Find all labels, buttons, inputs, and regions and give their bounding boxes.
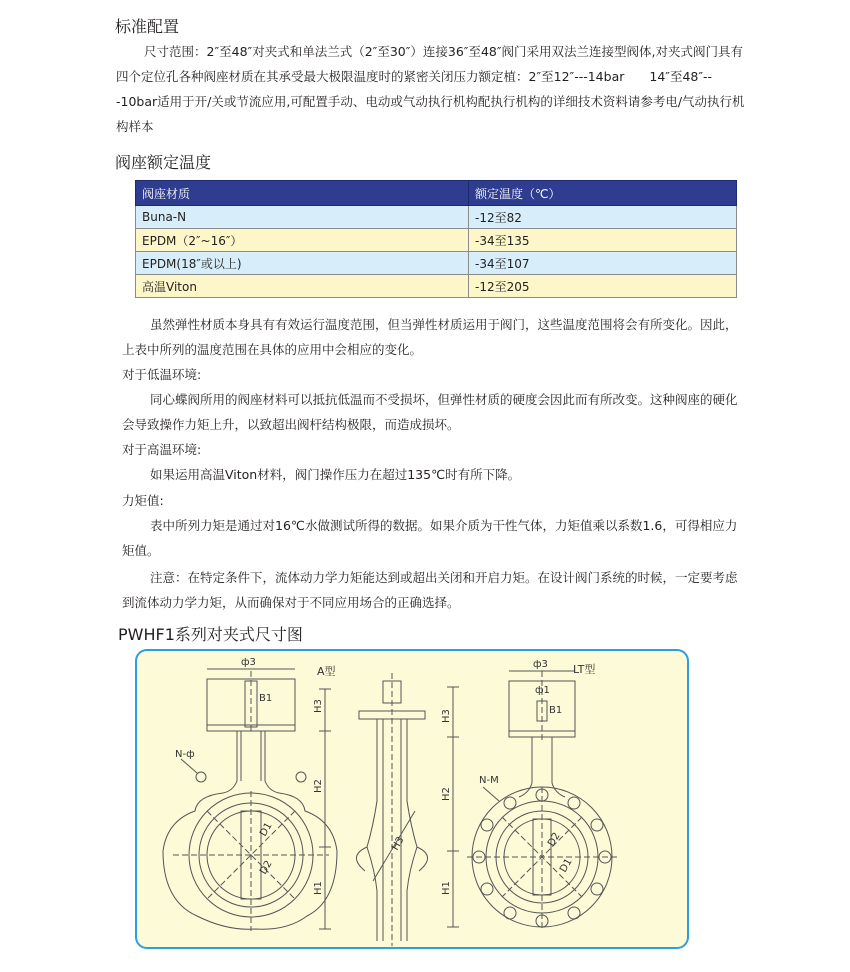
lt-type-top-plate [509,671,575,741]
table-cell-material: 高温Viton [136,275,469,298]
a-type-neck [223,731,279,793]
label-h1-lt: H1 [441,881,452,895]
column-header-material: 阀座材质 [136,181,469,206]
label-h3-a: H3 [313,699,324,713]
a-type-top-plate [207,669,295,733]
label-h2-lt: H2 [441,787,452,801]
label-n-m: N-M [479,775,499,786]
label-b1-lt: B1 [549,705,563,716]
valve-dimension-drawing [137,651,687,947]
lt-type-dimension-lines [447,687,499,927]
label-n-phi: N-ф [175,749,195,760]
subheading-low-temperature: 对于低温环境: [122,367,202,382]
label-d2-a: D2 [258,858,275,877]
table-cell-material: EPDM（2″~16″） [136,229,469,252]
table-cell-material: Buna-N [136,206,469,229]
label-h3-lt: H3 [441,709,452,723]
label-h1-a: H1 [313,881,324,895]
paragraph-temperature-range: 虽然弹性材质本身具有有效运行温度范围，但当弹性材质运用于阀门，这些温度范围将会有所变化。因此，上表中所列的温度范围在具体的应用中会相应的变化。 [122,317,738,357]
table-header-row [136,181,737,206]
standard-config-paragraph: 尺寸范围：2″至48″对夹式和单法兰式（2″至30″）连接36″至48″阀门采用双法兰连接型阀体,对夹式阀门具有四个定位孔各种阀座材质在其承受最大极限温度时的紧密关闭压力额定植：2″至12″---14bar 14″至48″---10bar适用于开/关或节流应用,可配置手动、电动或气动执行机构配执行机构的详细技术资料请参考电/气动执行机构样本 [116,44,745,134]
a-type-body [163,772,337,931]
section-title-dimension-drawing: PWHF1系列对夹式尺寸图 [118,625,303,644]
label-d1-lt: D1 [558,856,575,875]
table-cell-temperature: -12至205 [469,275,737,298]
lt-type-body [467,787,617,931]
subheading-torque: 力矩值: [122,493,164,508]
table-row [136,275,737,298]
table-cell-temperature: -34至107 [469,252,737,275]
table-row [136,229,737,252]
column-header-temperature: 额定温度（℃） [469,181,737,206]
section-title-standard: 标准配置 [115,17,180,36]
label-phi3-a: ф3 [241,657,256,668]
label-type-lt: LT型 [573,663,596,676]
paragraph-low-temperature: 同心蝶阀所用的阀座材料可以抵抗低温而不受损坏，但弹性材质的硬度会因此而有所改变。这种阀座的硬化会导致操作力矩上升，以致超出阀杆结构极限，而造成损坏。 [122,392,738,432]
label-h3-side: H3 [390,834,407,853]
seat-temperature-table [135,180,737,298]
section-title-seat-temp: 阀座额定温度 [115,153,212,172]
table-row [136,206,737,229]
table-row [136,252,737,275]
table-cell-temperature: -12至82 [469,206,737,229]
table-cell-temperature: -34至135 [469,229,737,252]
paragraph-high-temperature: 如果运用高温Viton材料，阀门操作压力在超过135℃时有所下降。 [150,467,521,482]
table-cell-material: EPDM(18″或以上) [136,252,469,275]
label-b1-a: B1 [259,693,273,704]
paragraph-note: 注意：在特定条件下，流体动力学力矩能达到或超出关闭和开启力矩。在设计阀门系统的时候，一定要考虑到流体动力学力矩，从而确保对于不同应用场合的正确选择。 [122,570,738,610]
label-h2-a: H2 [313,779,324,793]
label-phi1-lt: ф1 [535,685,550,696]
side-view [356,673,427,946]
label-type-a: A型 [317,665,336,678]
dimension-drawing-panel [135,649,689,949]
label-d1-a: D1 [258,820,275,839]
label-phi3-lt: ф3 [533,659,548,670]
paragraph-torque: 表中所列力矩是通过对16℃水做测试所得的数据。如果介质为干性气体，力矩值乘以系数1.6，可得相应力矩值。 [122,518,738,558]
subheading-high-temperature: 对于高温环境: [122,442,202,457]
label-d2-lt: D2 [546,830,563,849]
